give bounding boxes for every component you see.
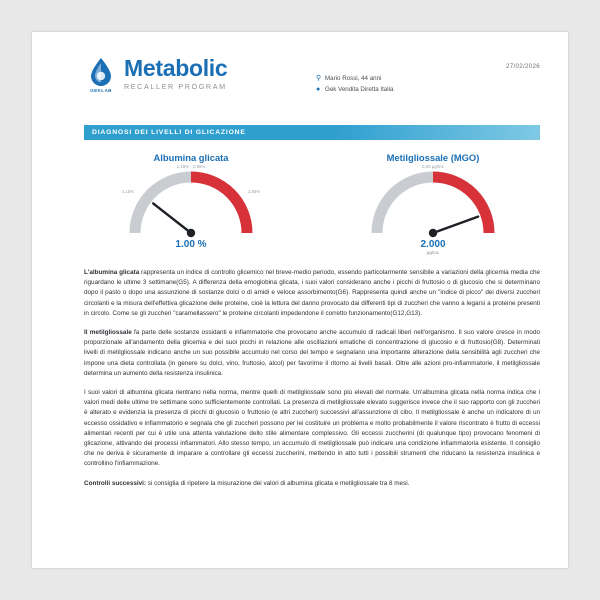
paragraph-text: fa parte delle sostanze ossidanti e infiammatorie che provocano anche accumulo di radicali liberi nell'organismo. Il suo valore cresce in modo proporzionale all'andamento della glicemia e dei suoi picchi in relazione alle oscillazioni ematiche di concentrazione di glucosio e di fruttosio(G8). Determinati livelli di metilgliossale indicano anche un suo possibile accumulo nel corso del tempo e segnalano una importante alterazione della sensibilità agli zuccheri che impone una dieta controllata (in genere su dolci, vino, fruttosio, alcol) per favorirne il ritorno ai livelli basali. Oltre alle azioni pro-infiammatorie, il metilgliossale determina un aumento della resistenza insulinica. [84, 329, 540, 377]
patient-name: Mario Rossi, 44 anni [325, 75, 382, 82]
document-body [84, 268, 540, 489]
gauge-dial [121, 171, 261, 245]
logo-subtext: GEKLAB [90, 88, 112, 93]
gauge-value: 1.00 % [175, 239, 207, 250]
brand-title: Metabolic [124, 55, 228, 81]
document-header [84, 57, 540, 119]
paragraph-lead: Il metilgliossale [84, 329, 132, 337]
logo-block [84, 57, 227, 93]
gauge-range-label: 0,20 µg/mL [421, 164, 445, 169]
paragraph-metilgliossale [84, 328, 540, 379]
gauge-value: 2.000 [420, 239, 446, 250]
gauge-tick-max: 2,55% [248, 189, 260, 194]
paragraph-interpretazione: I suoi valori di albumina glicata rientrano nella norma, mentre quelli di metilgliossale sono più elevati del normale. Un'albumina glicata nella norma indica che i valori medi delle ultime tre settimane sono sufficientemente controllati. La presenza di metilgliossale elevato suggerisce invece che il suo rapporto con gli zuccheri è alterato e evidenzia la presenza di picchi di glucosio o fruttosio (e altri zuccheri) successivi all'assunzione di cibo. Il metilgliossale è anche un indicatore di un eccesso ossidativo e infiammatorio e segnala che gli zuccheri possono per lei costituire un problema e molto probabilmente il valore riscontrato è frutto di eccessi alimentari recenti per cui è utile una attenta valutazione dello stile alimentare complessivo. Gli eccessi zuccherini (di qualunque tipo) provocano fenomeni di glicazione, attivando dei processi infiammatori. Allo stesso tempo, un accumulo di metilgliossale può indicare una condizione infiammatoria esistente. Il consiglio che ne deriva è sicuramente di imparare a controllare gli eccessi zuccherini, mettendo in atto tutti i possibili strumenti che riducano la resistenza insulinica e controllino l'infiammazione. [84, 389, 540, 468]
location-pin-icon: ● [316, 86, 321, 93]
document-sheet [32, 32, 568, 568]
gauge-tick-min: 1,15% [122, 189, 134, 194]
patient-org-row [316, 84, 393, 95]
section-title: DIAGNOSI DEI LIVELLI DI GLICAZIONE [92, 128, 246, 136]
gauge-albumina-glicata [84, 152, 298, 255]
paragraph-lead: L'albumina glicata [84, 269, 140, 276]
logo-wordmark [124, 57, 227, 91]
brand-subtitle: RECALLER PROGRAM [124, 82, 227, 91]
gauge-metilgliossale [326, 152, 540, 255]
gauges-row [84, 152, 540, 255]
patient-org: Gek Vendita Diretta Italia [325, 86, 394, 93]
gauge-title: Albumina glicata [153, 152, 229, 163]
paragraph-text: rappresenta un indice di controllo glicemico nel breve-medio periodo, essendo particolarmente sensibile a variazioni della glicemia media che riguardano le ultime 3 settimane(G5). A differenza della emoglobina glicata, i suoi valori considerano anche i picchi di fruttosio o di glucosio che si determinano dopo il pasto o dopo una assunzione di sostanze dolci o di amidi e veloce assorbimento(G6). Rappresenta quindi anche un "indice di picco" dei diversi zuccheri circolanti e la misura dell'effettiva glicazione delle proteine, cioè la lettura del danno provocato dai differenti tipi di zuccheri che vanno a legarsi a proteine presenti in circolo. Come se gli zuccheri "caramellassero" le proteine circolanti impedendone il corretto funzionamento(G12,G13). [84, 269, 540, 317]
document-date: 27/02/2026 [506, 63, 540, 70]
paragraph-controlli [84, 479, 540, 489]
person-icon: ⚲ [316, 75, 322, 82]
section-title-bar [84, 125, 540, 140]
patient-info [316, 73, 393, 95]
document-content [84, 57, 540, 498]
water-drop-icon [88, 57, 114, 87]
patient-name-row [316, 73, 393, 84]
gauge-dial [363, 171, 503, 245]
logo-mark [84, 57, 118, 93]
gauge-title: Metilgliossale (MGO) [386, 152, 480, 163]
gauge-range-label: 1,15% - 2,55% [176, 164, 206, 169]
paragraph-text: si consiglia di ripetere la misurazione dei valori di albumina glicata e metilgliossale tra 8 mesi. [146, 479, 410, 487]
paragraph-lead: Controlli successivi: [84, 479, 147, 487]
gauge-unit: µg/mL [426, 250, 440, 255]
paragraph-albumina [84, 268, 540, 319]
